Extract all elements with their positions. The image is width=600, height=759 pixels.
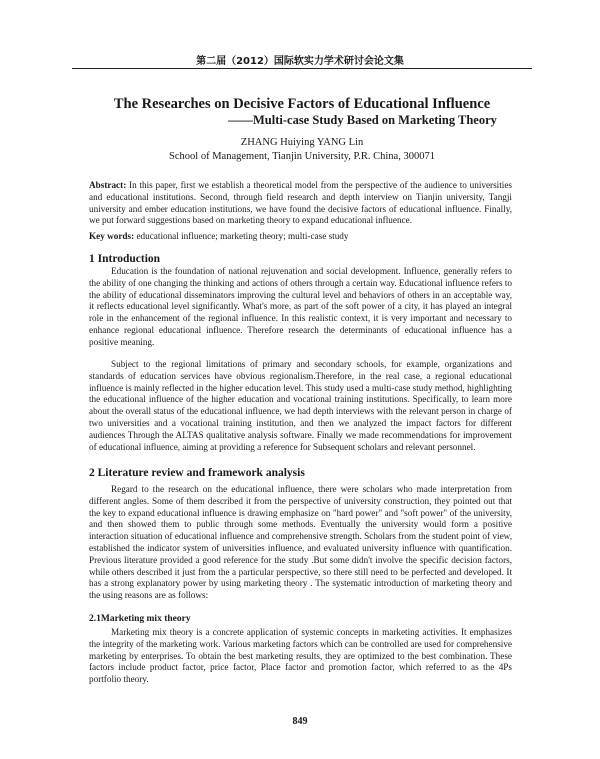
keywords <box>89 231 512 243</box>
authors: ZHANG Huiying YANG Lin <box>240 137 364 148</box>
marketing-mix-paragraph: Marketing mix theory is a concrete application of systemic concepts in marketing activities. It emphasizes the integrity of the marketing work. Various marketing factors which can be controlled are used for comprehensive marketing by enterprises. To obtain the best marketing results, they are optimized to the best combination. These factors include product factor, price factor, Place factor and promotion factor, which referred to as the 4Ps portfolio theory. <box>89 627 512 685</box>
affiliation: School of Management, Tianjin University, P.R. China, 300071 <box>169 151 435 162</box>
running-head: 第二届（2012）国际软实力学术研讨会论文集 <box>196 56 404 67</box>
paper-title: The Researches on Decisive Factors of Educational Influence <box>113 96 491 112</box>
subsection-heading-marketing-mix: 2.1Marketing mix theory <box>89 614 191 624</box>
page-number: 849 <box>292 716 308 727</box>
introduction-paragraph-1: Education is the foundation of national rejuvenation and social development. Influence, generally refers to the ability of one changing the thinking and actions of others through a certain way. Educational influence refers to the ability of educational disseminators improving the cultural level and behaviors of others in an acceptable way, it reflects educational level significantly. What's more, as part of the soft power of a city, it has played an integral role in the enhancement of the regional influence. In this realistic context, it is very important and necessary to enhance regional educational influence. Therefore research the determinants of educational influence has a positive meaning. <box>89 266 512 347</box>
introduction-paragraph-2: Subject to the regional limitations of primary and secondary schools, for example, organizations and standards of education services have obvious regionalism.Therefore, in the real case, a regional educational influence is mainly reflected in the higher education level. This study used a multi-case study method, highlighting the educational influence of the higher education and vocational training institutions. Specifically, to learn more about the overall status of the educational influence, we had depth interviews with the relevant person in charge of two universities and a vocational training institution, and then we analyzed the impact factors for different audiences Through the ALTAS qualitative analysis software. Finally we made recommendations for improvement of educational influence, aiming at providing a reference for Subsequent scholars and relevant personnel. <box>89 359 512 452</box>
abstract-text: In this paper, first we establish a theoretical model from the perspective of the audience to universities and educational institutions. Second, through field research and depth interview on Tianjin university, Tangji university and ember education institutions, we have found the decisive factors of educational influence. Finally, we put forward suggestions based on marketing theory to expand educational influence. <box>89 180 512 226</box>
keywords-text: educational influence; marketing theory; multi-case study <box>134 231 349 241</box>
section-heading-introduction: 1 Introduction <box>89 253 161 265</box>
keywords-label: Key words: <box>89 231 135 241</box>
section-heading-literature: 2 Literature review and framework analysis <box>89 467 305 479</box>
abstract <box>89 180 512 227</box>
literature-paragraph-1: Regard to the research on the educational influence, there were scholars who made interpretation from different angles. Some of them described it from the perspective of university construction, they pointed out that the key to expand educational influence is drawing emphasize on "hard power" and "soft power" of the university, and then showed them to public through some methods. Eventually the university would form a positive interaction situation of educational influence and comprehensive strength. Scholars from the student point of view, established the indicator system of universities influence, and evaluated university influence with quantification. Previous literature provided a good reference for the study .But some didn't involve the specific decision factors, while others described it just from the a particular perspective, so there still need to be perfected and developed. It has a strong explanatory power by using marketing theory . The systematic introduction of marketing theory and the using reasons are as follows: <box>89 484 512 601</box>
paper-subtitle: ——Multi-case Study Based on Marketing Theory <box>228 113 497 127</box>
header-rule <box>72 68 532 69</box>
abstract-label: Abstract: <box>89 180 127 190</box>
